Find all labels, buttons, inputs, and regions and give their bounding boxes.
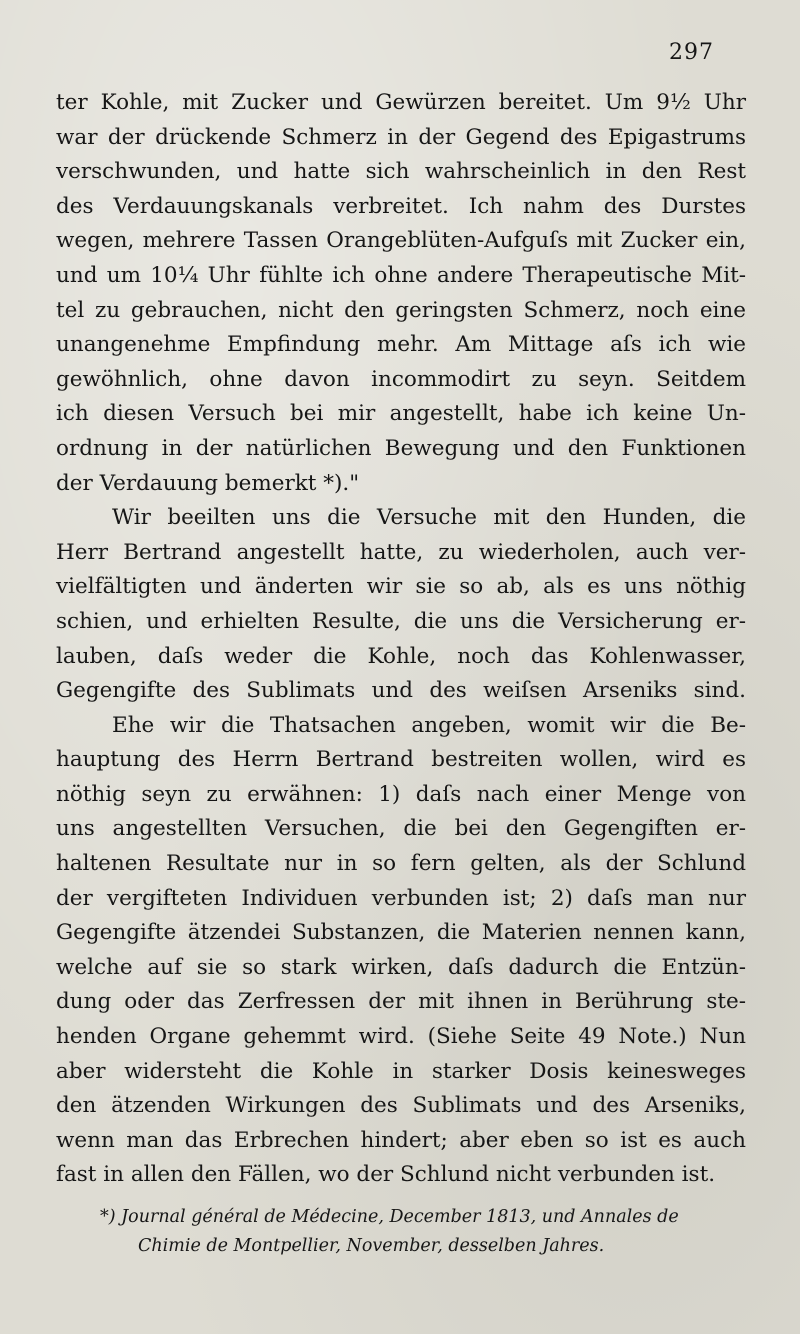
text-line: der vergifteten Individuen verbunden ist; 2) daſs man nur <box>56 885 746 911</box>
text-line: ich diesen Versuch bei mir angestellt, habe ich keine Un- <box>56 401 746 427</box>
text-line: lauben, daſs weder die Kohle, noch das Kohlenwasser, <box>56 643 746 669</box>
paragraph-3 <box>56 709 746 1193</box>
text-line: und um 10¼ Uhr fühlte ich ohne andere Therapeutische Mit- <box>56 262 746 288</box>
paragraph-2 <box>56 501 746 709</box>
text-line: Ehe wir die Thatsachen angeben, womit wir die Be- <box>112 712 746 738</box>
text-line: schien, und erhielten Resulte, die uns die Versicherung er- <box>56 608 746 634</box>
text-line: wenn man das Erbrechen hindert; aber eben so ist es auch <box>56 1127 746 1153</box>
footnote-line: Chimie de Montpellier, November, desselben Jahres. <box>138 1236 605 1256</box>
text-line: Gegengifte ätzendei Substanzen, die Materien nennen kann, <box>56 920 746 946</box>
body-text <box>56 86 746 1193</box>
text-line: Wir beeilten uns die Versuche mit den Hunden, die <box>112 505 746 531</box>
text-line: welche auf sie so stark wirken, daſs dadurch die Entzün- <box>56 954 746 980</box>
text-line: war der drückende Schmerz in der Gegend des Epigastrums <box>56 124 746 150</box>
text-line: hauptung des Herrn Bertrand bestreiten wollen, wird es <box>56 747 746 773</box>
footnote-line: *) Journal général de Médecine, December 1813, und Annales de <box>100 1207 679 1227</box>
text-line: den ätzenden Wirkungen des Sublimats und des Arseniks, <box>56 1093 746 1119</box>
text-line: dung oder das Zerfressen der mit ihnen in Berührung ste- <box>56 989 746 1015</box>
text-line: der Verdauung bemerkt *)." <box>56 470 360 496</box>
paragraph-1 <box>56 86 746 501</box>
text-line: henden Organe gehemmt wird. (Siehe Seite 49 Note.) Nun <box>56 1024 746 1050</box>
text-line: unangenehme Empfindung mehr. Am Mittage aſs ich wie <box>56 332 746 358</box>
page-number: 297 <box>669 40 714 65</box>
text-line: Herr Bertrand angestellt hatte, zu wiederholen, auch ver- <box>56 539 746 565</box>
text-line: des Verdauungskanals verbreitet. Ich nahm des Durstes <box>56 193 746 219</box>
text-line: wegen, mehrere Tassen Orangeblüten-Aufguſs mit Zucker ein, <box>56 228 746 254</box>
text-line: Gegengifte des Sublimats und des weiſsen Arseniks sind. <box>56 678 746 704</box>
footnote <box>100 1203 748 1261</box>
text-line: fast in allen den Fällen, wo der Schlund nicht verbunden ist. <box>56 1162 716 1188</box>
text-line: tel zu gebrauchen, nicht den geringsten Schmerz, noch eine <box>56 297 746 323</box>
text-line: gewöhnlich, ohne davon incommodirt zu seyn. Seitdem <box>56 366 746 392</box>
text-line: vielfältigten und änderten wir sie so ab, als es uns nöthig <box>56 574 746 600</box>
text-line: uns angestellten Versuchen, die bei den Gegengiften er- <box>56 816 746 842</box>
text-line: haltenen Resultate nur in so fern gelten, als der Schlund <box>56 851 746 877</box>
text-line: aber widersteht die Kohle in starker Dosis keinesweges <box>56 1058 746 1084</box>
text-line: nöthig seyn zu erwähnen: 1) daſs nach einer Menge von <box>56 781 746 807</box>
text-line: ter Kohle, mit Zucker und Gewürzen bereitet. Um 9½ Uhr <box>56 90 746 115</box>
text-line: verschwunden, und hatte sich wahrscheinlich in den Rest <box>56 159 746 185</box>
text-line: ordnung in der natürlichen Bewegung und den Funktionen <box>56 435 746 461</box>
